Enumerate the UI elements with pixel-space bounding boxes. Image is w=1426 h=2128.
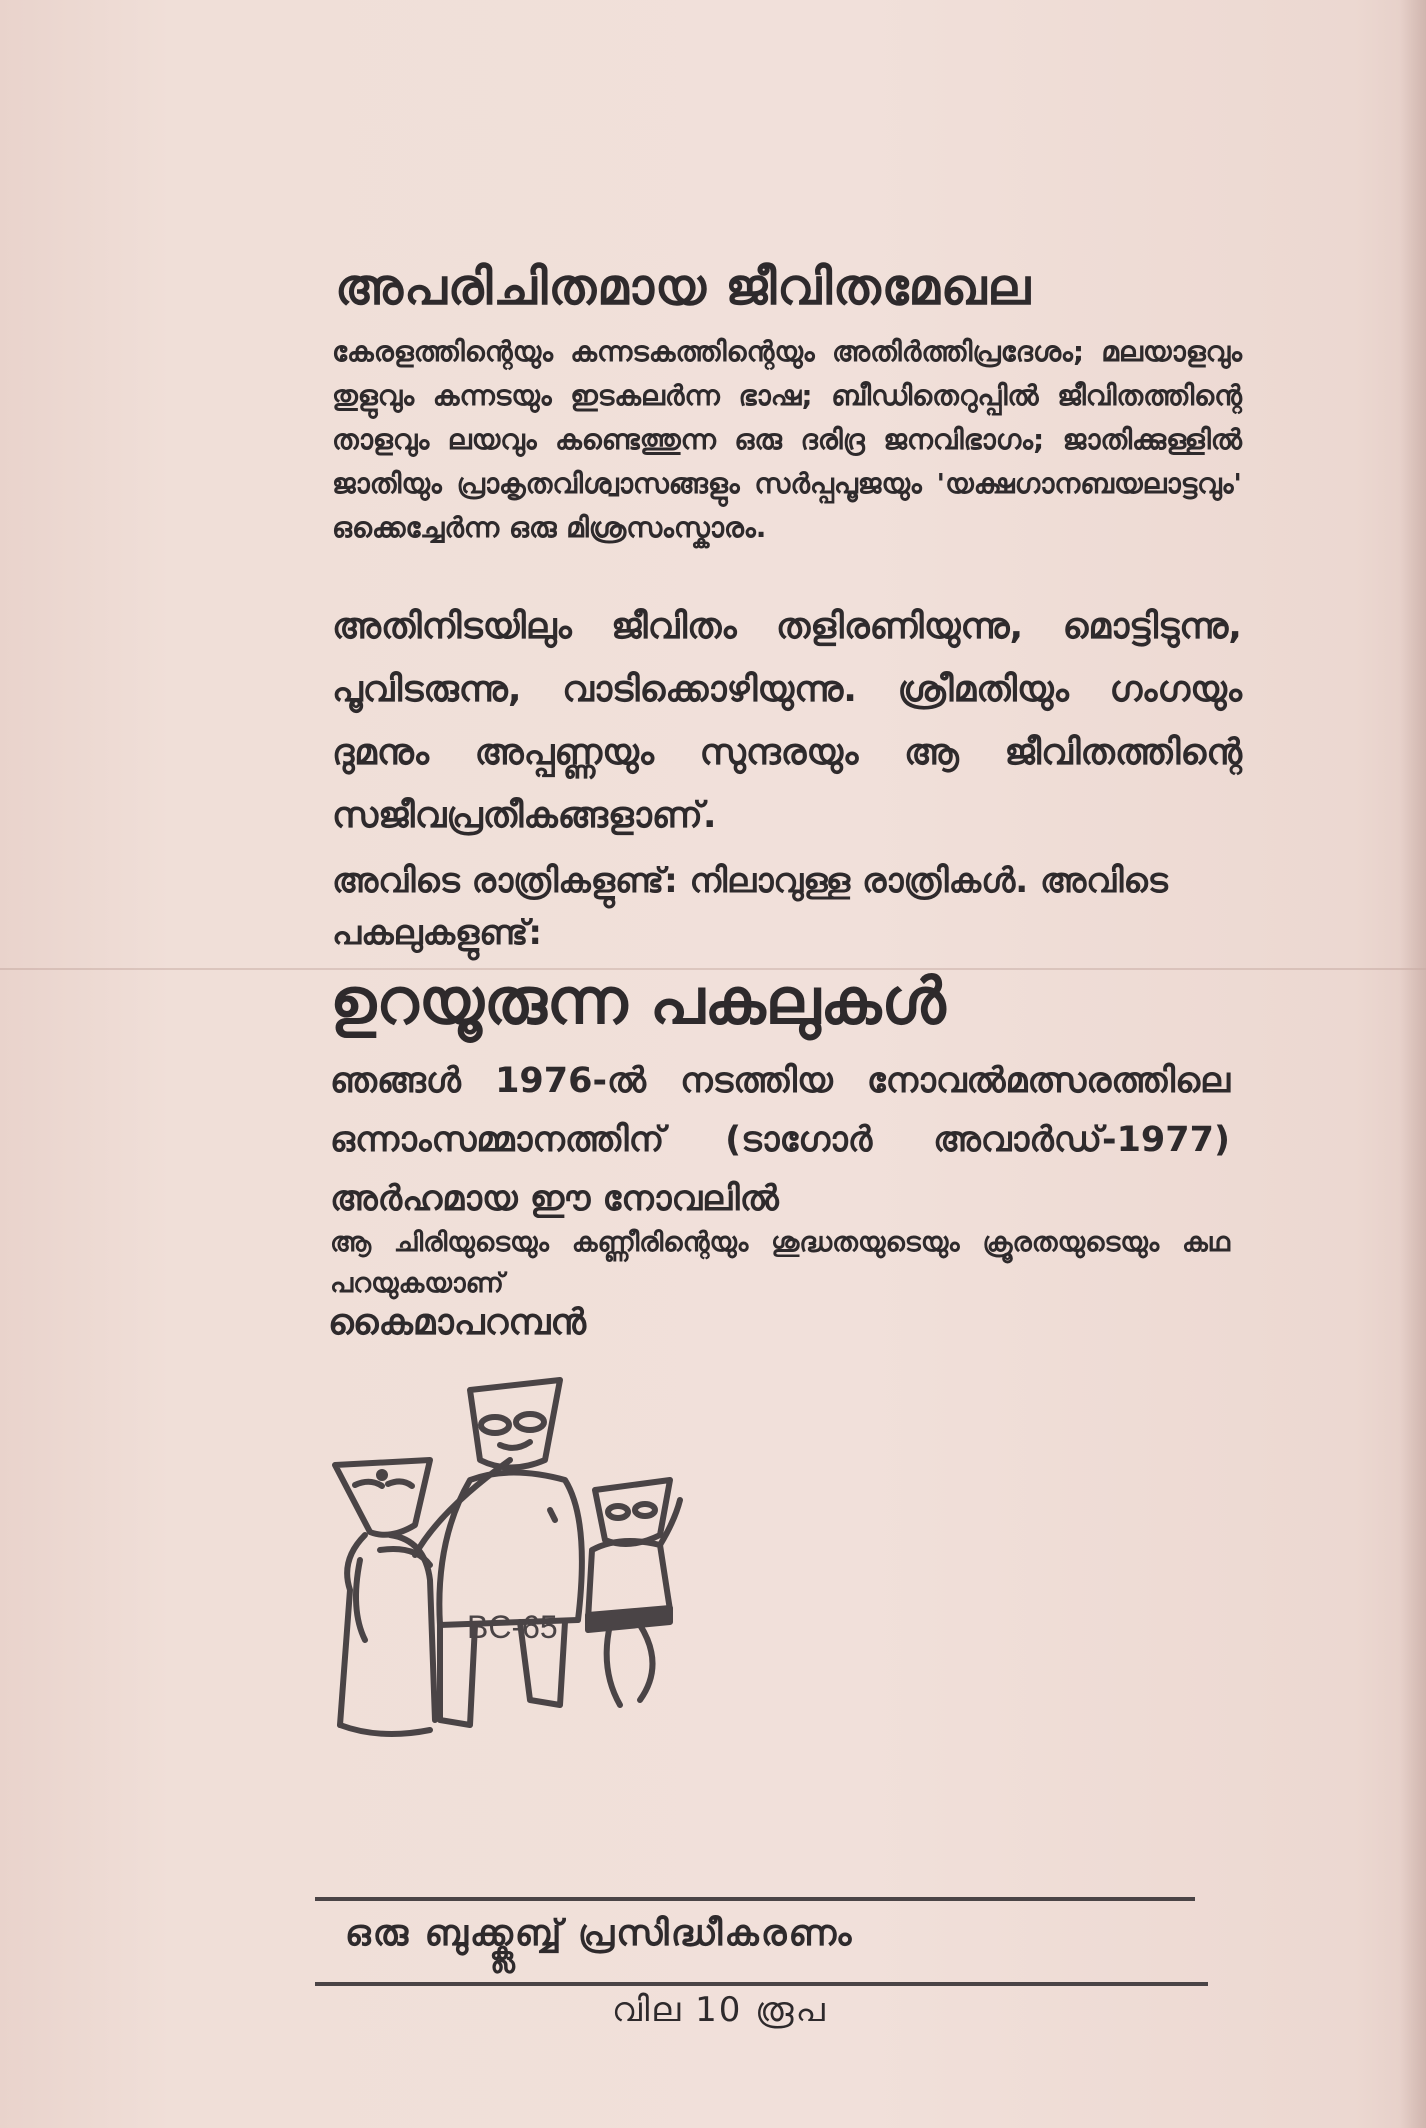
publisher-line: ഒരു ബുക്ക്ക്ലബ്ബ് പ്രസിദ്ധീകരണം <box>345 1913 854 1954</box>
cartoon-illustration <box>320 1360 820 1860</box>
cover-title: അപരിചിതമായ ജീവിതമേഖല <box>335 258 1032 316</box>
price-label: വില 10 രൂപ <box>612 1990 827 2030</box>
nights-days-paragraph: അവിടെ രാത്രികളുണ്ട്: നിലാവുള്ള രാത്രികള്‍. അവിടെ പകലുകളുണ്ട്: <box>332 861 1168 953</box>
intro-paragraph: കേരളത്തിന്റെയും കന്നടകത്തിന്റെയും അതിര്‍ത്തിപ്രദേശം; മലയാളവും തുളുവും കന്നടയും ഇടകലര്‍ന്ന ഭാഷ; ബീഡിതെറുപ്പില്‍ ജീവിതത്തിന്റെ താളവും ലയവും കണ്ടെത്തുന്ന ഒരു ദരിദ്ര ജനവിഭാഗം; ജാതിക്കുള്ളില്‍ ജാതിയും പ്രാകൃതവിശ്വാസങ്ങളും സര്‍പ്പപൂജയും 'യക്ഷഗാനബയലാട്ടവും' ഒക്കെച്ചേര്‍ന്ന ഒരു മിശ്രസംസ്കാരം. <box>332 335 1242 544</box>
author-name: കൈമാപറമ്പന്‍ <box>328 1302 587 1343</box>
book-title: ഉറയൂരുന്ന പകലുകള്‍ <box>330 965 946 1039</box>
tagline-paragraph: ആ ചിരിയുടെയും കണ്ണീരിന്റെയും ശുദ്ധതയുടെയും ക്രൂരതയുടെയും കഥ പറയുകയാണ് <box>330 1227 1230 1299</box>
page-edge <box>1400 0 1426 2128</box>
divider-bottom <box>315 1982 1208 1986</box>
illustration-label: BC-65 <box>467 1609 558 1645</box>
award-paragraph: ഞങ്ങള്‍ 1976-ല്‍ നടത്തിയ നോവല്‍മത്സരത്തിലെ ഒന്നാംസമ്മാനത്തിന് (ടാഗോര്‍ അവാര്‍ഡ്-1977) അര്‍ഹമായ ഈ നോവലില്‍ <box>330 1061 1230 1219</box>
story-paragraph: അതിനിടയിലും ജീവിതം തളിരണിയുന്നു, മൊട്ടിടുന്നു, പൂവിടരുന്നു, വാടിക്കൊഴിയുന്നു. ശ്രീമതിയും ഗംഗയും ദുമനും അപ്പണ്ണയും സുന്ദരയും ആ ജീവിതത്തിന്റെ സജീവപ്രതീകങ്ങളാണ്. <box>332 606 1242 836</box>
divider-top <box>315 1897 1195 1901</box>
